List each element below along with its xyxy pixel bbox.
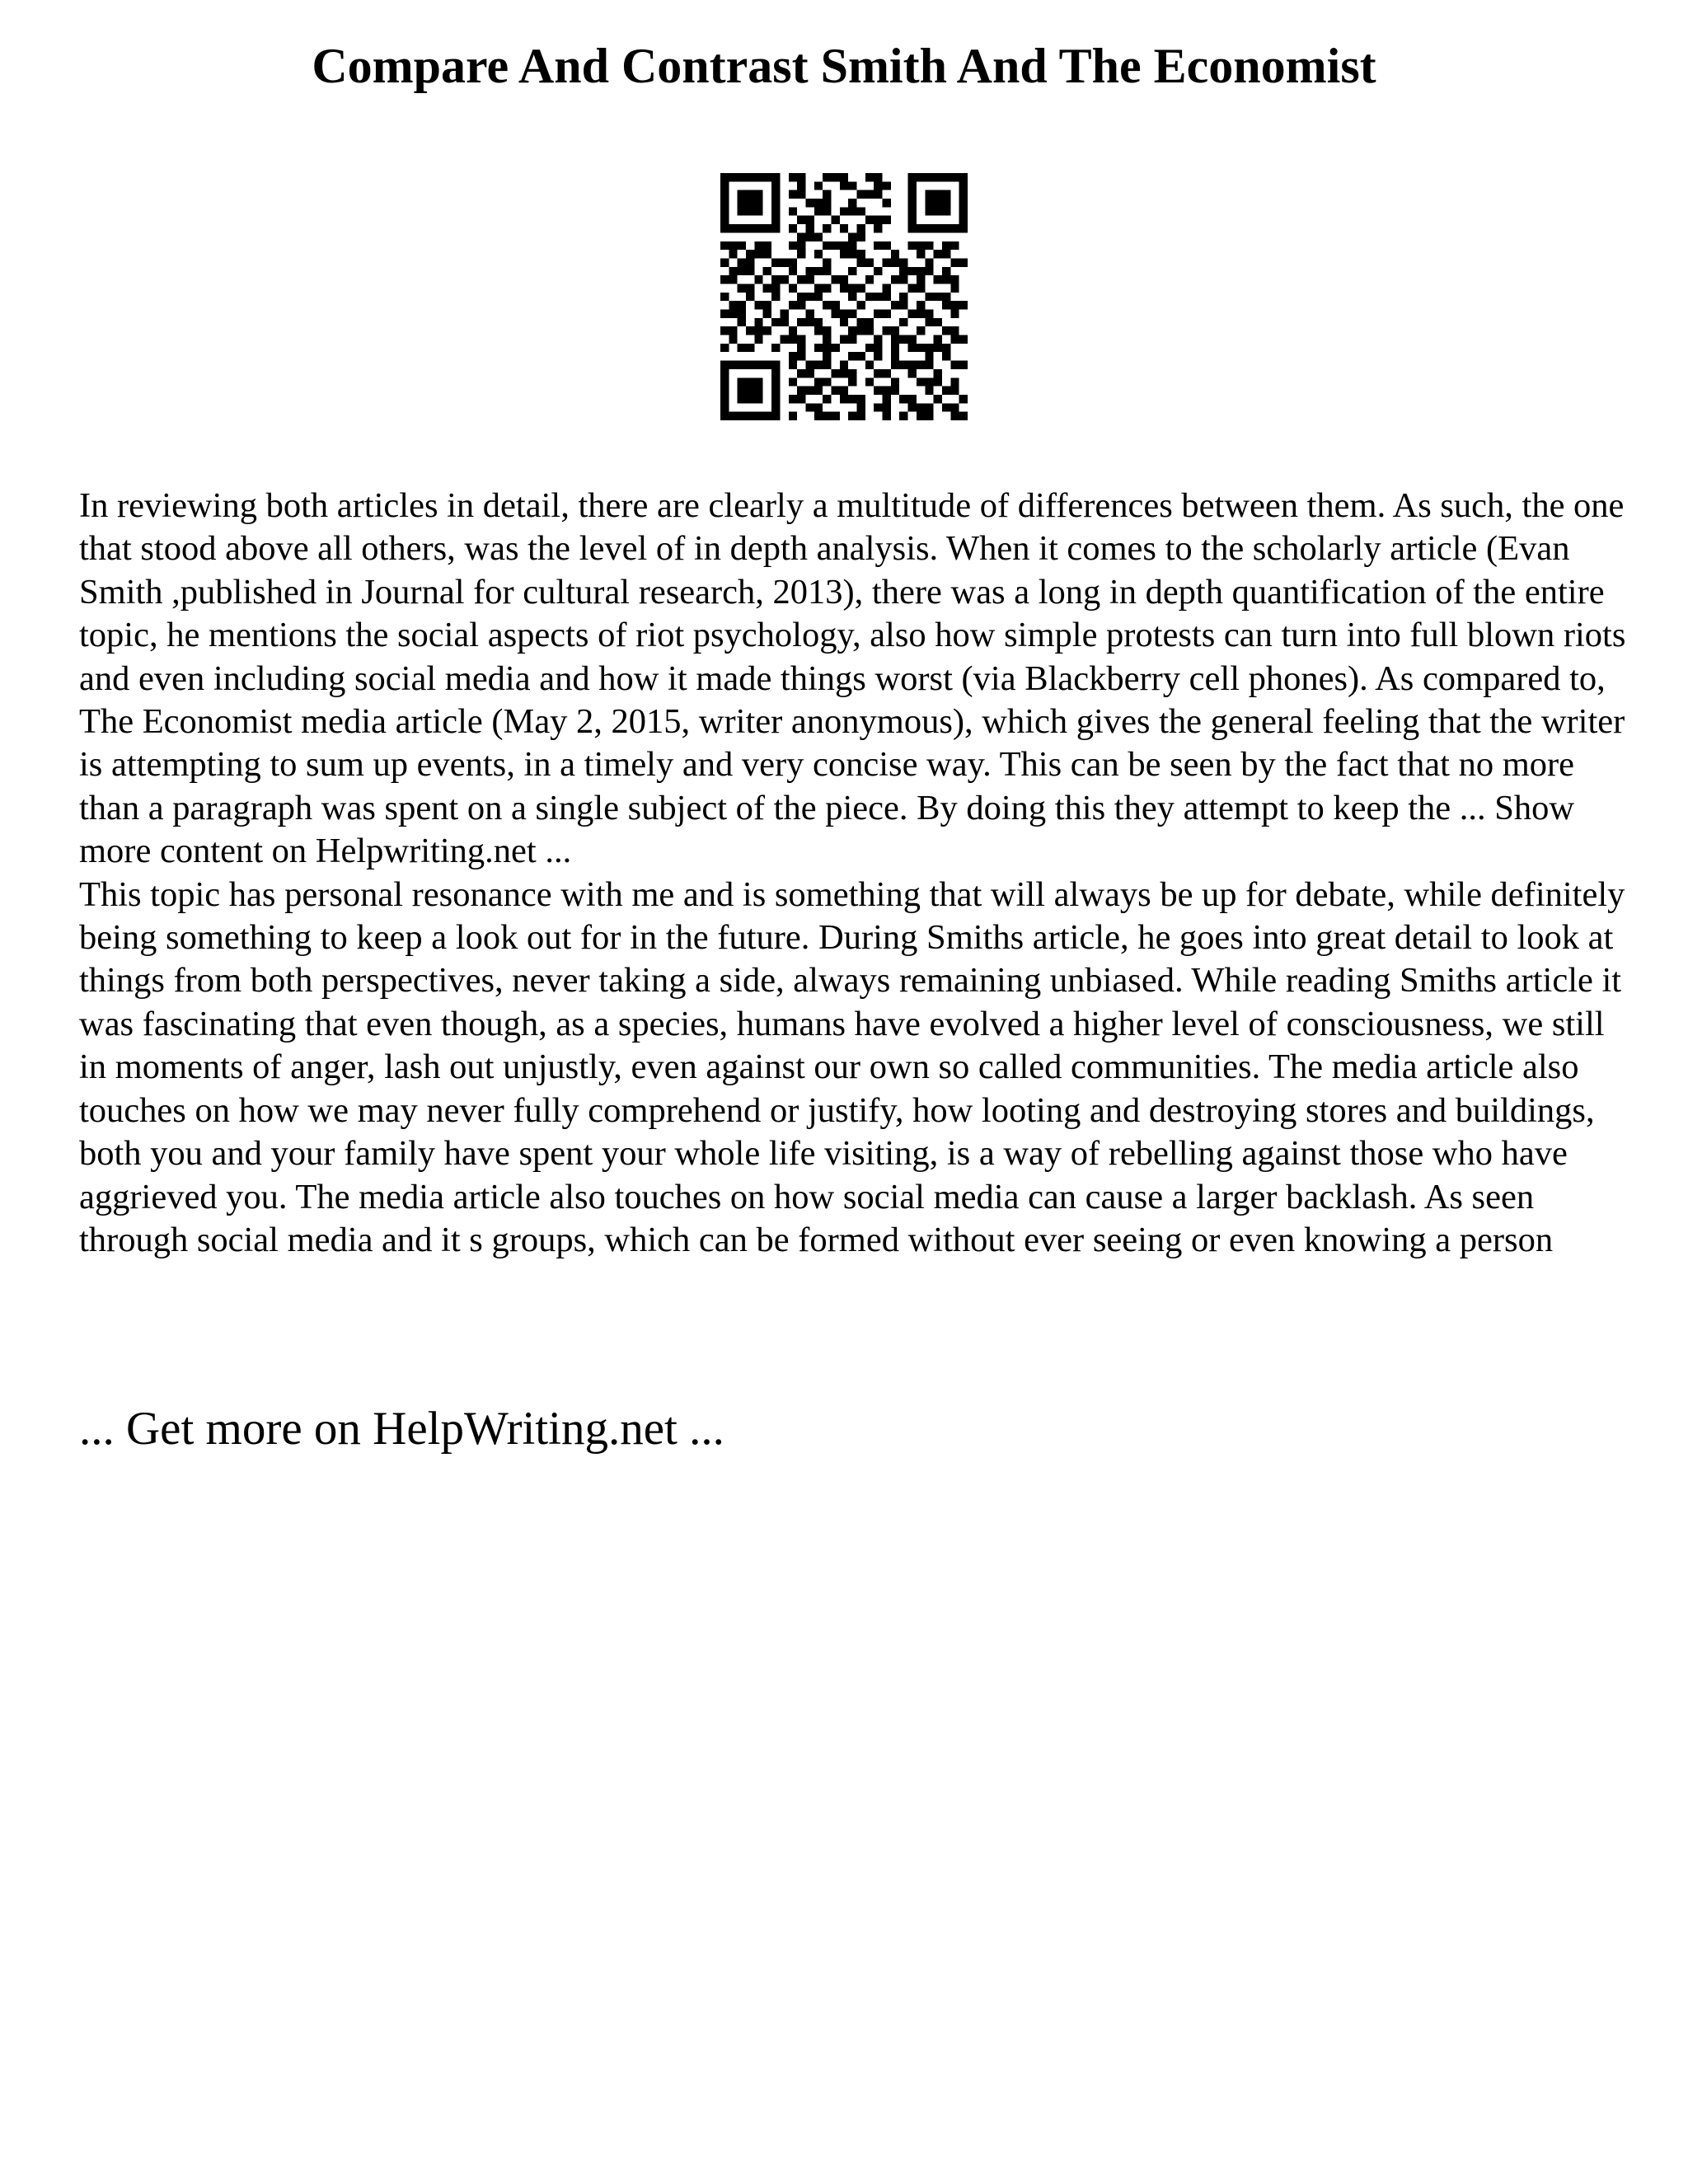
page-title: Compare And Contrast Smith And The Economist [312, 39, 1376, 93]
article-body [79, 485, 1629, 1262]
qr-code-icon [720, 173, 968, 420]
paragraph-2: This topic has personal resonance with me and is something that will always be up for debate, while definitely being something to keep a look out for in the future. During Smiths article, he goes into great detail to look at things from both perspectives, never taking a side, always remaining unbiased. While reading Smiths article it was fascinating that even though, as a species, humans have evolved a higher level of consciousness, we still in moments of anger, lash out unjustly, even against our own so called communities. The media article also touches on how we may never fully comprehend or justify, how looting and destroying stores and buildings, both you and your family have spent your whole life visiting, is a way of rebelling against those who have aggrieved you. The media article also touches on how social media can cause a larger backlash. As seen through social media and it s groups, which can be formed without ever seeing or even knowing a person [79, 874, 1625, 1259]
paragraph-1: In reviewing both articles in detail, there are clearly a multitude of differences between them. As such, the one that stood above all others, was the level of in depth analysis. When it comes to the scholarly article (Evan Smith ,published in Journal for cultural research, 2013), there was a long in depth quantification of the entire topic, he mentions the social aspects of riot psychology, also how simple protests can turn into full blown riots and even including social media and how it made things worst (via Blackberry cell phones). As compared to, The Economist media article (May 2, 2015, writer anonymous), which gives the general feeling that the writer is attempting to sum up events, in a timely and very concise way. This can be seen by the fact that no more than a paragraph was spent on a single subject of the piece. By doing this they attempt to keep the ... Show more content on Helpwriting.net ... [79, 486, 1626, 871]
get-more-link[interactable]: ... Get more on HelpWriting.net ... [79, 1403, 724, 1455]
